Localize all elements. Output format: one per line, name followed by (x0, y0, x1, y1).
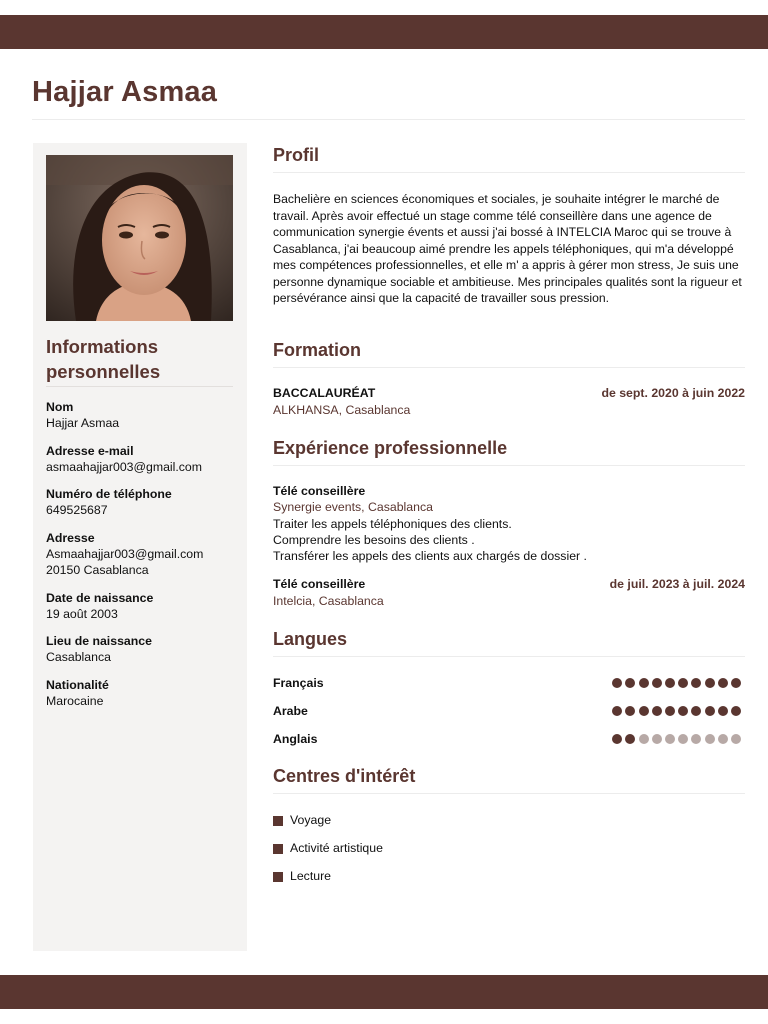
portrait-photo-icon (46, 155, 233, 321)
level-dot (639, 678, 649, 688)
level-dot (678, 678, 688, 688)
interets-title: Centres d'intérêt (273, 766, 416, 786)
field-birth-date: Date de naissance 19 août 2003 (46, 590, 154, 621)
level-dot (678, 734, 688, 744)
experience-entry-line: Transférer les appels des clients aux chargés de dossier . (273, 549, 587, 563)
level-dot (652, 678, 662, 688)
top-banner (0, 15, 768, 49)
field-phone: Numéro de téléphone 649525687 (46, 487, 172, 517)
level-dot (691, 706, 701, 716)
langues-divider (273, 656, 745, 657)
field-address: Adresse Asmaahajjar003@gmail.com 20150 Casablanca (46, 530, 204, 577)
level-dot (612, 734, 622, 744)
field-nom: Nom Hajjar Asmaa (46, 400, 120, 430)
experience-entry-place: Synergie events, Casablanca (273, 500, 433, 514)
level-dot (705, 734, 715, 744)
language-row (273, 704, 745, 720)
formation-title: Formation (273, 340, 361, 360)
experience-entry-title: Télé conseillère (273, 577, 366, 591)
language-row (273, 732, 745, 748)
field-nationality: Nationalité Marocaine (46, 677, 109, 708)
language-level-dots (612, 706, 741, 718)
level-dot (639, 706, 649, 716)
experience-title: Expérience professionnelle (273, 438, 508, 458)
level-dot (731, 734, 741, 744)
language-name: Arabe (273, 704, 308, 718)
bullet-square-icon (273, 816, 283, 826)
level-dot (678, 706, 688, 716)
formation-entry-date: de sept. 2020 à juin 2022 (601, 386, 745, 400)
level-dot (731, 706, 741, 716)
language-level-dots (612, 678, 741, 690)
level-dot (625, 706, 635, 716)
experience-entry-title: Télé conseillère (273, 484, 366, 498)
sidebar (33, 143, 247, 951)
header-divider (32, 119, 745, 120)
level-dot (652, 734, 662, 744)
profil-text: Bachelière en sciences économiques et sociales, je souhaite intégrer le marché de travail. Après avoir effectué un stage comme télé conseillère dans une agence de communication synergie évents et aussi j'ai bossé à INTELCIA Maroc qui se trouve à Casablanca, j'ai beaucoup aimé prendre les appels téléphoniques, qui m'a développé mes compétences professionnelles, et elle m' a appris à gérer mon stress, Je suis une personne dynamique sociable et ambitieuse. Mes principales qualités sont la rigueur et persévérance ainsi que la capacité de travailler sous pression. (273, 192, 742, 305)
level-dot (665, 706, 675, 716)
field-birth-place: Lieu de naissance Casablanca (46, 634, 152, 664)
level-dot (731, 678, 741, 688)
personal-info-title: Informations personnelles (46, 336, 161, 382)
level-dot (705, 678, 715, 688)
langues-title: Langues (273, 629, 348, 649)
bottom-banner (0, 975, 768, 1009)
level-dot (639, 734, 649, 744)
level-dot (665, 734, 675, 744)
personal-info-list (46, 399, 241, 720)
level-dot (691, 678, 701, 688)
formation-divider (273, 367, 745, 368)
candidate-name: Hajjar Asmaa (32, 76, 218, 108)
level-dot (705, 706, 715, 716)
profil-divider (273, 172, 745, 173)
experience-entry-date: de juil. 2023 à juil. 2024 (609, 577, 745, 591)
level-dot (691, 734, 701, 744)
experience-divider (273, 465, 745, 466)
experience-entry-place: Intelcia, Casablanca (273, 594, 384, 608)
level-dot (718, 678, 728, 688)
language-level-dots (612, 734, 741, 746)
language-row (273, 676, 745, 692)
bullet-square-icon (273, 872, 283, 882)
level-dot (718, 734, 728, 744)
level-dot (652, 706, 662, 716)
level-dot (665, 678, 675, 688)
interets-divider (273, 793, 745, 794)
formation-entry-place: ALKHANSA, Casablanca (273, 403, 411, 417)
profil-title: Profil (273, 145, 320, 165)
level-dot (625, 678, 635, 688)
experience-entry-line: Comprendre les besoins des clients . (273, 533, 475, 547)
field-email: Adresse e-mail asmaahajjar003@gmail.com (46, 443, 203, 474)
language-name: Anglais (273, 732, 318, 746)
formation-entry-title: BACCALAURÉAT (273, 386, 376, 400)
level-dot (718, 706, 728, 716)
sidebar-divider (46, 386, 233, 387)
bullet-square-icon (273, 844, 283, 854)
level-dot (625, 734, 635, 744)
language-name: Français (273, 676, 324, 690)
level-dot (612, 678, 622, 688)
level-dot (612, 706, 622, 716)
experience-entry-line: Traiter les appels téléphoniques des clients. (273, 517, 512, 531)
